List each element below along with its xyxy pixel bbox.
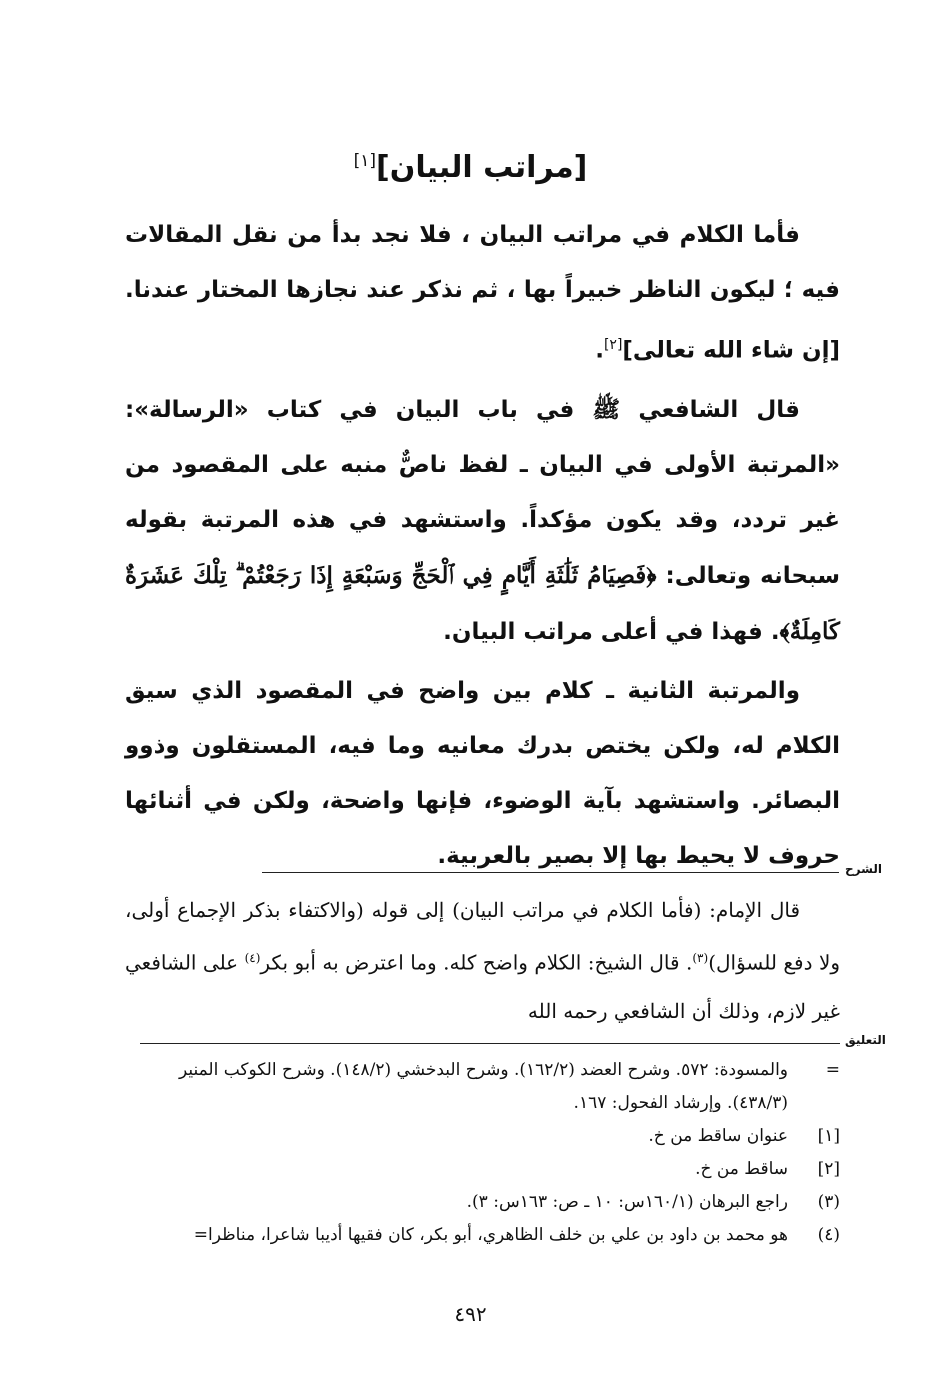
main-text <box>125 208 840 888</box>
footnote-3 <box>125 1186 840 1219</box>
footnotes <box>125 1054 840 1252</box>
footnote-ref-2: [٢] <box>603 337 623 353</box>
footnote-text: والمسودة: ٥٧٢. وشرح العضد (١٦٢/٢). وشرح البدخشي (١٤٨/٢). وشرح الكوكب المنير (٤٣٨/٣). وإرشاد الفحول: ١٦٧. <box>178 1060 788 1113</box>
footnote-text: عنوان ساقط من خ. <box>648 1126 788 1146</box>
footnote-text: هو محمد بن داود بن علي بن خلف الظاهري، أبو بكر، كان فقيها أديبا شاعرا، مناظرا= <box>193 1225 788 1245</box>
footnote-text: ساقط من خ. <box>695 1159 788 1179</box>
footnote-ref-3: (٣) <box>692 951 709 965</box>
paragraph-3: والمرتبة الثانية ـ كلام بين واضح في المقصود الذي سيق الكلام له، ولكن يختص بدرك معانيه وما فيه، المستقلون وذوو البصائر. واستشهد بآية الوضوء، فإنها واضحة، ولكن في أثنائها حروف لا يحيط بها إلا بصير بالعربية. <box>125 677 840 869</box>
commentary-text-b: . قال الشيخ: الكلام واضح كله. وما اعترض به أبو بكر <box>260 950 693 975</box>
heading-footnote-ref: [١] <box>353 151 377 171</box>
commentary-text <box>125 886 840 1035</box>
sharh-label: الشرح <box>845 862 882 876</box>
paragraph-2 <box>125 383 840 660</box>
sharh-divider <box>262 872 839 873</box>
footnote-1 <box>125 1120 840 1153</box>
footnote-continuation <box>125 1054 840 1120</box>
footnote-marker: [٢] <box>817 1159 840 1179</box>
footnote-2 <box>125 1153 840 1186</box>
paragraph-1-text: فأما الكلام في مراتب البيان ، فلا نجد بدأ من نقل المقالات فيه ؛ ليكون الناظر خبيراً بها ، ثم نذكر عند نجازها المختار عندنا. [إن شاء الله تعالى] <box>125 222 840 364</box>
footnote-marker: (٣) <box>817 1192 840 1212</box>
commentary-text-a: قال الإمام: (فأما الكلام في مراتب البيان) إلى قوله (والاكتفاء بذكر الإجماع أولى، ولا دفع للسؤال) <box>125 898 841 975</box>
section-heading <box>0 150 941 185</box>
paragraph-1 <box>125 208 840 379</box>
taliq-divider <box>140 1043 840 1044</box>
commentary-section <box>125 886 840 1035</box>
heading-title: [مراتب البيان] <box>376 150 588 185</box>
footnote-text: راجع البرهان (١٦٠/١س: ١٠ ـ ص: ١٦٣س: ٣). <box>466 1192 788 1212</box>
paragraph-2-text-b: . فهذا في أعلى مراتب البيان. <box>443 618 780 645</box>
paragraph-1-end: . <box>595 337 604 364</box>
page-number: ٤٩٢ <box>454 1302 487 1326</box>
footnote-marker: [١] <box>817 1126 840 1146</box>
footnote-marker: (٤) <box>817 1225 840 1245</box>
paragraph-2-text-a: قال الشافعي ﷺ في باب البيان في كتاب «الرسالة»: «المرتبة الأولى في البيان ـ لفظ ناصٌّ منبه على المقصود من غير تردد، وقد يكون مؤكداً. واستشهد في هذه المرتبة بقوله سبحانه وتعالى: <box>125 396 840 589</box>
taliq-label: التعليق <box>845 1033 886 1047</box>
footnote-ref-4: (٤) <box>244 951 261 965</box>
footnote-4 <box>125 1219 840 1252</box>
commentary-text-c: على الشافعي غير لازم، وذلك أن الشافعي رحمه الله <box>125 950 840 1023</box>
quran-verse: ﴿فَصِيَامُ ثَلَٰثَةِ أَيَّامٍ فِي ٱلْحَجِّ وَسَبْعَةٍ إِذَا رَجَعْتُمْ ۗ تِلْكَ عَشَرَةٌ كَامِلَةٌ﴾ <box>125 561 840 645</box>
footnote-marker: = <box>825 1060 840 1080</box>
